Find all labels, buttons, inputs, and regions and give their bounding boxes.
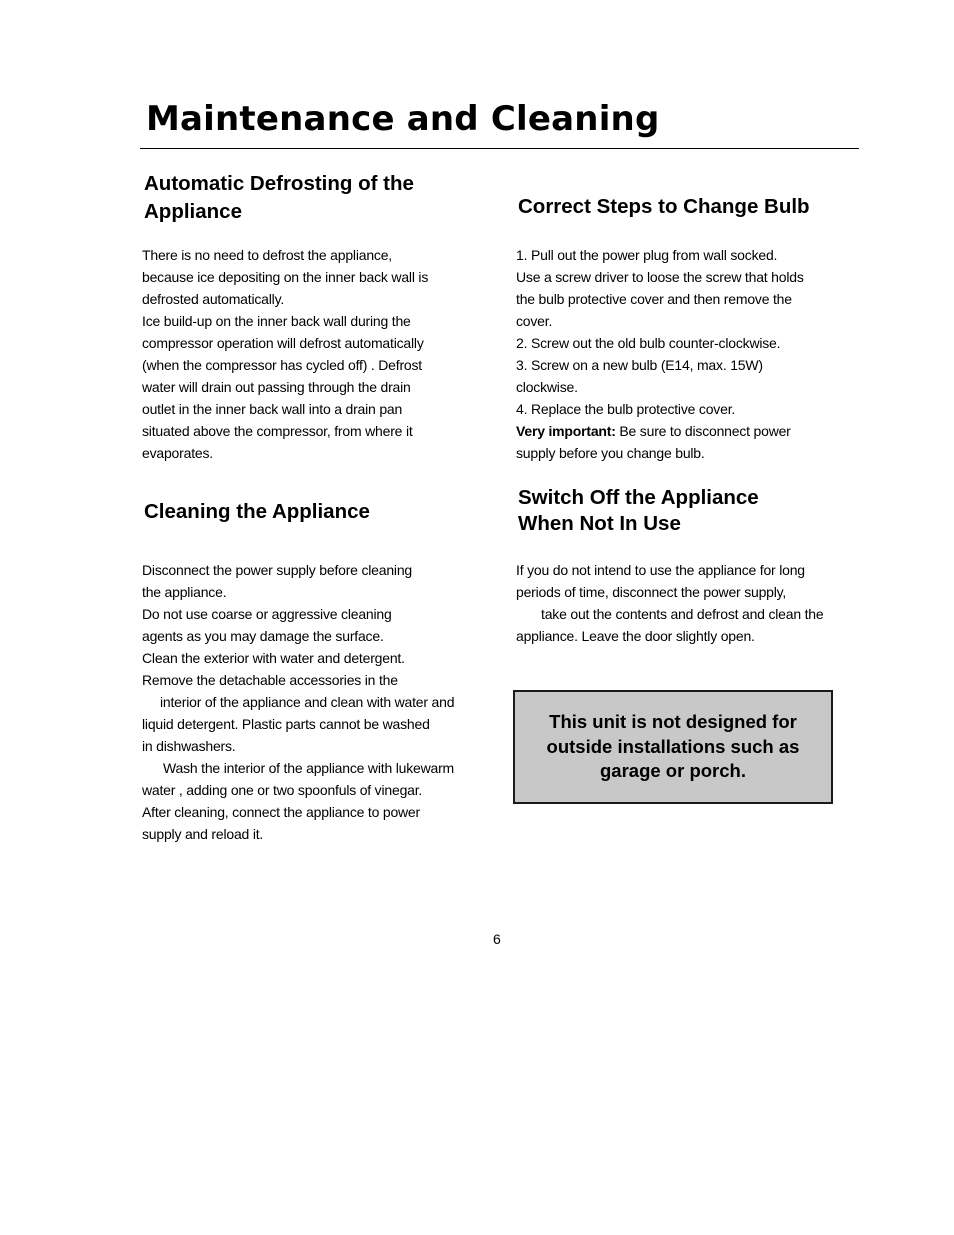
bulb-line: supply before you change bulb.: [516, 445, 705, 461]
important-note: [516, 420, 804, 442]
cleaning-line: supply and reload it.: [142, 826, 264, 842]
cleaning-line: in dishwashers.: [142, 738, 236, 754]
bulb-line: clockwise.: [516, 379, 578, 395]
defrost-heading: [144, 170, 414, 226]
cleaning-line: After cleaning, connect the appliance to power: [142, 804, 420, 820]
warning-line: outside installations such as: [546, 735, 800, 757]
switch-off-heading-line-2: When Not In Use: [518, 512, 681, 535]
title-divider: [140, 148, 859, 149]
defrost-heading-line-1: Automatic Defrosting of the: [144, 172, 414, 195]
page-title: Maintenance and Cleaning: [146, 99, 660, 139]
defrost-line: situated above the compressor, from where it: [142, 423, 413, 439]
cleaning-line: Clean the exterior with water and detergent.: [142, 650, 405, 666]
cleaning-line: Remove the detachable accessories in the: [142, 672, 398, 688]
defrost-line: evaporates.: [142, 445, 213, 461]
page-number: 6: [493, 931, 501, 947]
bulb-line: 1. Pull out the power plug from wall socked.: [516, 247, 778, 263]
important-text: Be sure to disconnect power: [615, 423, 791, 439]
defrost-line: water will drain out passing through the drain: [142, 379, 411, 395]
switch-off-line: If you do not intend to use the appliance for long: [516, 562, 805, 578]
defrost-line: because ice depositing on the inner back wall is: [142, 269, 429, 285]
switch-off-body: [516, 559, 823, 647]
cleaning-heading: Cleaning the Appliance: [144, 500, 370, 523]
bulb-line: 3. Screw on a new bulb (E14, max. 15W): [516, 357, 763, 373]
defrost-line: Ice build-up on the inner back wall during the: [142, 313, 411, 329]
defrost-heading-line-2: Appliance: [144, 200, 242, 223]
bulb-line: 2. Screw out the old bulb counter-clockwise.: [516, 335, 781, 351]
defrost-line: compressor operation will defrost automatically: [142, 335, 424, 351]
cleaning-line: agents as you may damage the surface.: [142, 628, 384, 644]
cleaning-line: Do not use coarse or aggressive cleaning: [142, 606, 392, 622]
bulb-line: Use a screw driver to loose the screw that holds: [516, 269, 804, 285]
bulb-line: 4. Replace the bulb protective cover.: [516, 401, 736, 417]
defrost-line: There is no need to defrost the appliance,: [142, 247, 392, 263]
switch-off-line: take out the contents and defrost and clean the: [541, 606, 824, 622]
bulb-heading: Correct Steps to Change Bulb: [518, 195, 810, 218]
warning-callout: [513, 690, 833, 804]
bulb-body: [516, 244, 804, 464]
cleaning-line: interior of the appliance and clean with water and: [160, 694, 455, 710]
defrost-line: defrosted automatically.: [142, 291, 285, 307]
bulb-line: cover.: [516, 313, 553, 329]
defrost-body: [142, 244, 428, 464]
cleaning-line: Wash the interior of the appliance with lukewarm: [163, 760, 455, 776]
switch-off-line: periods of time, disconnect the power supply,: [516, 584, 787, 600]
cleaning-line: the appliance.: [142, 584, 227, 600]
warning-line: This unit is not designed for: [549, 711, 797, 732]
warning-line: garage or porch.: [600, 760, 746, 781]
important-label: Very important:: [516, 423, 616, 439]
switch-off-heading: [518, 485, 759, 537]
cleaning-line: water , adding one or two spoonfuls of vinegar.: [142, 782, 423, 798]
cleaning-line: liquid detergent. Plastic parts cannot be washed: [142, 716, 430, 732]
warning-text: [515, 710, 831, 784]
cleaning-body: [142, 559, 454, 845]
defrost-line: (when the compressor has cycled off) . Defrost: [142, 357, 422, 373]
switch-off-heading-line-1: Switch Off the Appliance: [518, 486, 759, 509]
bulb-line: the bulb protective cover and then remove the: [516, 291, 792, 307]
cleaning-line: Disconnect the power supply before cleaning: [142, 562, 413, 578]
defrost-line: outlet in the inner back wall into a drain pan: [142, 401, 403, 417]
switch-off-line: appliance. Leave the door slightly open.: [516, 628, 755, 644]
